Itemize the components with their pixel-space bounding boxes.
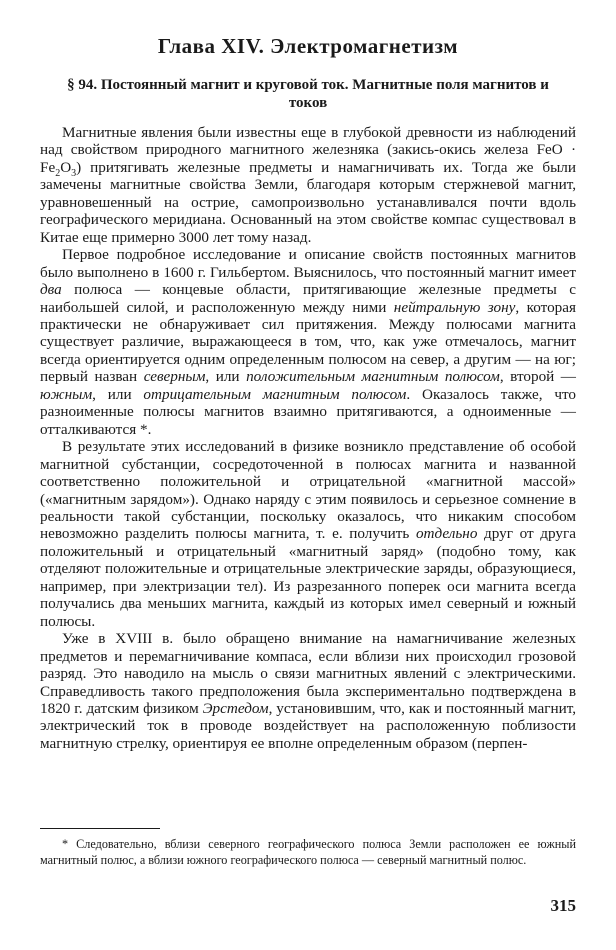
emphasized-term: Эрстедом	[202, 699, 269, 717]
body-text	[40, 124, 576, 752]
paragraph	[40, 124, 576, 246]
subscript: 2	[55, 167, 61, 179]
text-run: Уже в XVIII в. было обращено внимание на намагничивание железных предметов и перемагничивание компаса, если вблизи них происходил грозовой разряд. Это наводило на мысль о связи магнитных явлений с электрическими. Справедливость такого предположения была экспериментально подтверждена в 1820 г. датским физиком	[40, 630, 576, 717]
chapter-title: Глава XIV. Электромагнетизм	[157, 34, 459, 58]
emphasized-term: положительным магнитным полюсом	[246, 368, 500, 386]
footnote-divider	[40, 828, 160, 829]
text-run: , второй —	[499, 368, 576, 386]
text-run: , которая практически не обнаруживает сил притяжения. Между полюсами магнита существует различие, выражающееся в том, что, как уже отмечалось, магнит всегда ориентируется одним определенным полюсом на север, а другим — на юг; первый назван	[40, 298, 576, 386]
text-run: Магнитные явления были известны еще в глубокой древности из наблюдений над свойством природного магнитного железняка (закись-окись железа FeO · Fe	[40, 124, 576, 176]
footnote: * Следовательно, вблизи северного географического полюса Земли расположен ее южный магнитный полюс, а вблизи южного географического полюса — северный магнитный полюс.	[40, 837, 576, 867]
emphasized-term: северным	[143, 368, 206, 386]
text-run: . Оказалось также, что разноименные полюсы магнитов взаимно притягиваются, а одноименные — отталкиваются *.	[40, 385, 576, 438]
emphasized-term: два	[40, 281, 62, 299]
subscript: 3	[71, 167, 77, 179]
text-run: Первое подробное исследование и описание свойств постоянных магнитов было выполнено в 1600 г. Гильбертом. Выяснилось, что постоянный магнит имеет	[40, 246, 576, 281]
emphasized-term: нейтральную зону	[393, 298, 516, 316]
paragraph	[40, 438, 576, 630]
emphasized-term: отрицательным магнитным полюсом	[143, 385, 407, 403]
text-run: , или	[205, 368, 247, 386]
text-run: друг от друга положительный и отрицательный «магнитный заряд» (подобно тому, как отделяют положительные и отрицательные электрические заряды, образующиеся, например, при электризации тел). Из разрезанного поперек оси магнита всегда получались два меньших магнита, каждый из которых имел северный и южный полюсы.	[40, 525, 576, 630]
text-run: O	[60, 158, 72, 176]
paragraph	[40, 630, 576, 752]
text-run: , или	[92, 385, 144, 403]
text-run: В результате этих исследований в физике возникло представление об особой магнитной субстанции, сосредоточенной в полюсах магнита и названной соответственно положительной и отрицательной «магнитной массой» («магнитным зарядом»). Однако наряду с этим появилось и серьезное сомнение в реальности такой субстанции, поскольку оказалось, что никаким способом невозможно разделить полюсы магнита, т. е. получить	[40, 438, 576, 543]
paragraph	[40, 246, 576, 438]
emphasized-term: отдельно	[415, 525, 478, 543]
page-number: 315	[550, 896, 576, 915]
emphasized-term: южным	[40, 385, 93, 403]
text-run: , установившим, что, как и постоянный магнит, электрический ток в проводе воздействует на расположенную поблизости магнитную стрелку, ориентируя ее вполне определенным образом (перпен-	[40, 699, 577, 752]
text-run: полюса — концевые области, притягивающие железные предметы с наибольшей силой, и расположенную между ними	[40, 281, 576, 316]
text-run: ) притягивать железные предметы и намагничивать их. Тогда же были замечены магнитные свойства Земли, благодаря которым стержневой магнит, уравновешенный на острие, самопроизвольно устанавливался почти вдоль географического меридиана. Основанный на этом свойстве компас существовал в Китае еще примерно 3000 лет тому назад.	[40, 158, 576, 246]
section-title: § 94. Постоянный магнит и круговой ток. Магнитные поля магнитов и токов	[67, 77, 549, 111]
